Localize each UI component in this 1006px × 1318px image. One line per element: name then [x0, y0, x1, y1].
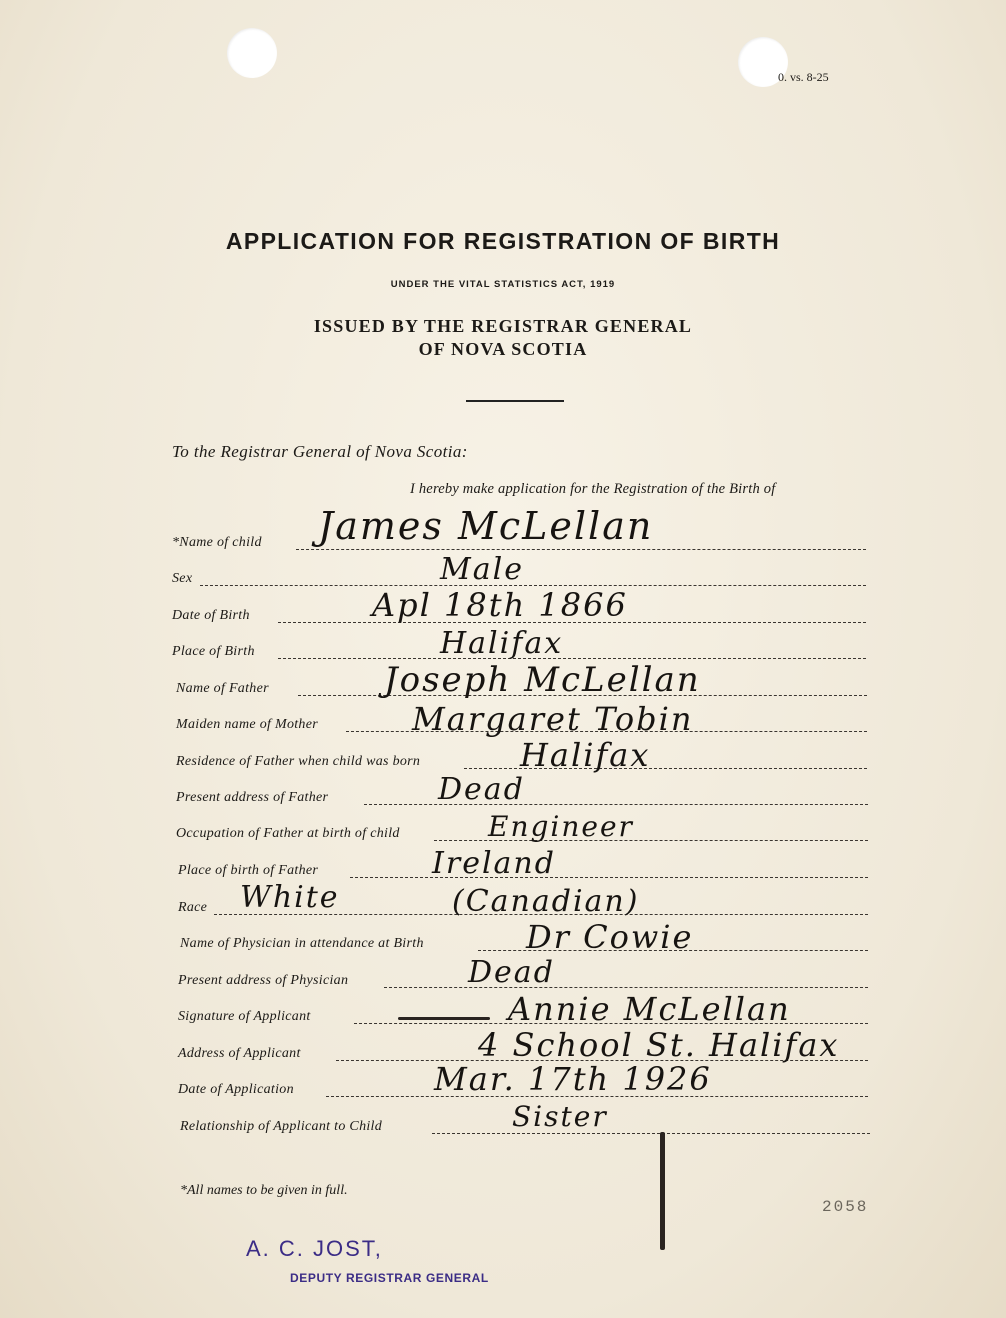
fill-line [296, 549, 866, 550]
field-label: *Name of child [172, 535, 262, 550]
fill-line [384, 987, 868, 988]
field-label: Date of Birth [172, 608, 250, 623]
act-subtitle: UNDER THE VITAL STATISTICS ACT, 1919 [390, 279, 616, 290]
field-label: Maiden name of Mother [176, 717, 318, 732]
field-label: Name of Physician in attendance at Birth [180, 936, 424, 951]
intro-statement: I hereby make application for the Registration of the Birth of [410, 481, 776, 497]
title-divider [466, 400, 564, 402]
field-label: Signature of Applicant [178, 1009, 311, 1024]
fill-line [432, 1133, 870, 1134]
handwritten-date-of-birth: Apl 18th 1866 [372, 586, 628, 624]
pen-stroke-vertical [660, 1132, 665, 1250]
footnote: *All names to be given in full. [180, 1183, 348, 1198]
handwritten-relationship: Sister [512, 1100, 608, 1133]
pen-strikeout [398, 1017, 490, 1020]
field-label: Place of birth of Father [178, 863, 319, 878]
registrar-stamp-title: DEPUTY REGISTRAR GENERAL [290, 1271, 489, 1285]
stamp-number: 2058 [822, 1198, 869, 1216]
field-label: Address of Applicant [178, 1046, 301, 1061]
handwritten-place-of-birth: Halifax [440, 626, 564, 661]
handwritten-residence-of-father: Halifax [520, 736, 651, 774]
handwritten-occupation-of-father: Engineer [488, 810, 634, 843]
handwritten-place-of-birth-of-father: Ireland [432, 846, 556, 881]
handwritten-date-of-application: Mar. 17th 1926 [434, 1060, 712, 1098]
field-label: Sex [172, 571, 193, 586]
handwritten-race: White [240, 880, 340, 915]
issuer-heading [0, 315, 1006, 361]
handwritten-physician-name: Dr Cowie [526, 918, 694, 956]
salutation: To the Registrar General of Nova Scotia: [172, 442, 468, 461]
punch-hole-left [227, 28, 277, 78]
field-row-physician-name [180, 933, 868, 955]
registrar-stamp-name: A. C. JOST, [246, 1236, 383, 1261]
handwritten-maiden-name-of-mother: Margaret Tobin [412, 700, 694, 738]
form-code: 0. vs. 8-25 [778, 70, 829, 84]
issuer-line-1: ISSUED BY THE REGISTRAR GENERAL [313, 316, 693, 336]
field-label: Present address of Father [176, 790, 329, 805]
field-label: Present address of Physician [178, 973, 349, 988]
handwritten-race-nationality: (Canadian) [452, 884, 640, 919]
field-label: Relationship of Applicant to Child [180, 1119, 383, 1134]
handwritten-signature-of-applicant: Annie McLellan [508, 990, 791, 1028]
form-title: APPLICATION FOR REGISTRATION OF BIRTH [225, 228, 781, 254]
handwritten-address-of-applicant: 4 School St. Halifax [478, 1026, 840, 1064]
field-label: Occupation of Father at birth of child [176, 826, 400, 841]
field-label: Place of Birth [172, 644, 255, 659]
handwritten-name-of-father: Joseph McLellan [384, 660, 701, 700]
field-label: Residence of Father when child was born [176, 754, 421, 769]
handwritten-sex: Male [440, 552, 524, 587]
handwritten-present-address-of-father: Dead [438, 772, 525, 807]
fill-line [278, 658, 866, 659]
field-label: Race [178, 900, 208, 915]
field-label: Date of Application [178, 1082, 294, 1097]
fill-line [350, 877, 868, 878]
field-label: Name of Father [176, 681, 269, 696]
handwritten-physician-address: Dead [468, 955, 555, 990]
issuer-line-2: OF NOVA SCOTIA [418, 339, 588, 359]
handwritten-name-of-child: James McLellan [318, 504, 654, 548]
